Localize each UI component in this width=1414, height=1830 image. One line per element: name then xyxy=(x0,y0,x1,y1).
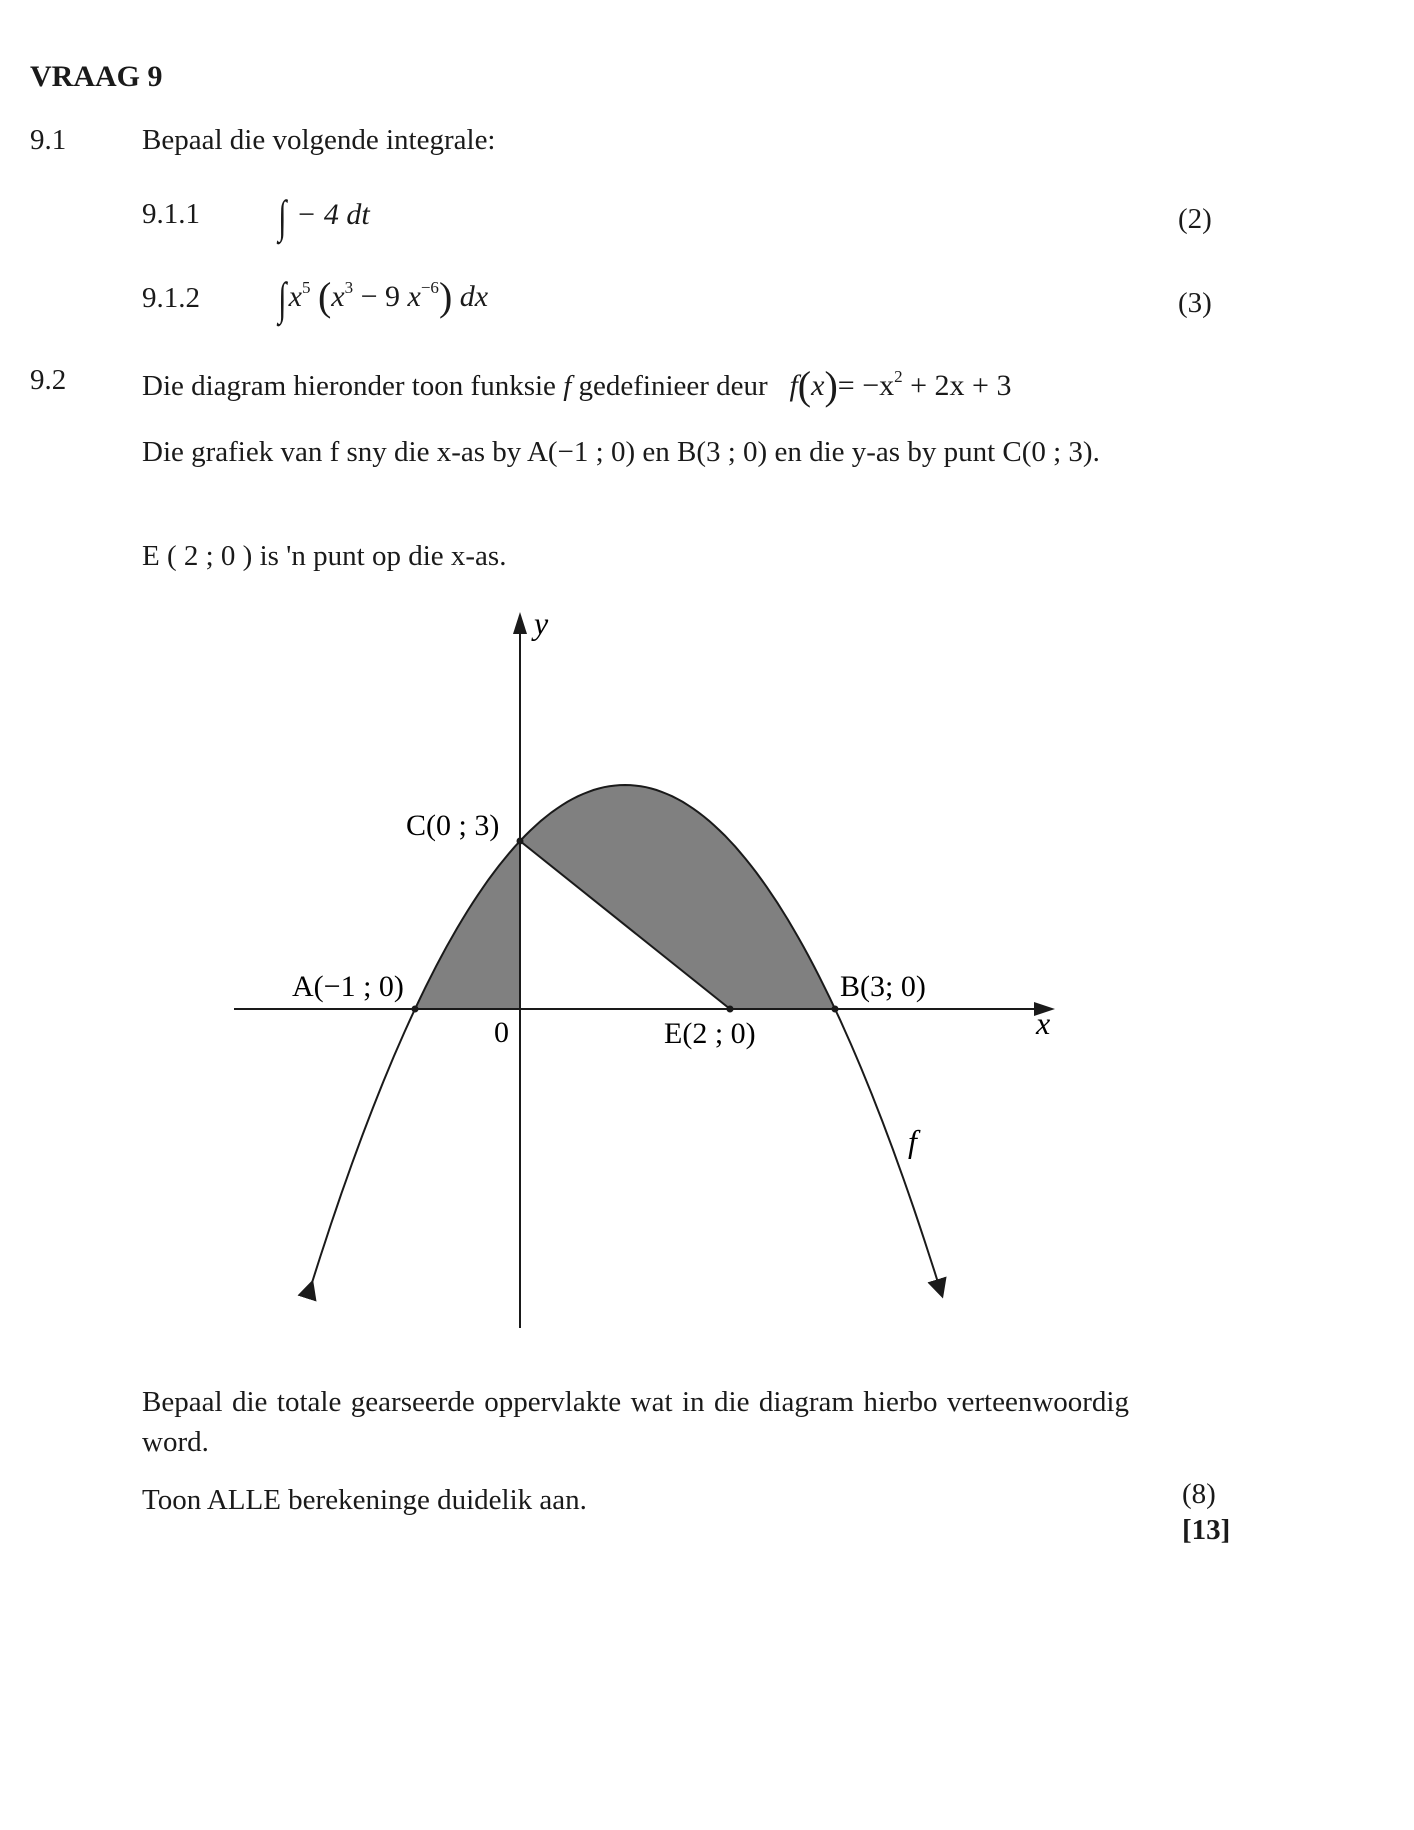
q91-stem: Bepaal die volgende integrale: xyxy=(142,124,496,156)
q911-integral xyxy=(276,190,370,243)
label-f: f xyxy=(908,1123,917,1159)
q92-number: 9.2 xyxy=(30,364,67,396)
q911-marks: (2) xyxy=(1178,203,1212,235)
point-c xyxy=(517,838,524,845)
label-a: A(−1 ; 0) xyxy=(292,970,404,1003)
q92-paragraph-intercepts: Die grafiek van f sny die x-as by A(−1 ; 0) en B(3 ; 0) en die y-as by punt C(0 ; 3). xyxy=(142,436,1100,468)
integral-sign: ∫ xyxy=(278,273,287,324)
y-axis-arrow xyxy=(513,612,527,634)
origin-label: 0 xyxy=(494,1016,509,1049)
shaded-region-left xyxy=(415,841,520,1009)
parabola-graph xyxy=(0,600,1414,1360)
q92-point-e: E ( 2 ; 0 ) is 'n punt op die x-as. xyxy=(142,540,507,572)
q911-number: 9.1.1 xyxy=(142,198,200,230)
q92-instruction: Bepaal die totale gearseerde oppervlakte wat in die diagram hierbo verteenwoordig word. xyxy=(142,1386,1129,1458)
point-b xyxy=(832,1006,839,1013)
q91-number: 9.1 xyxy=(30,124,67,156)
function-definition: $f(x)= -x^2 + 2x + 3$ xyxy=(789,363,1012,408)
q912-marks: (3) xyxy=(1178,287,1212,319)
integral-sign: ∫ xyxy=(278,191,287,242)
q92-line1: Die diagram hieronder toon funksie f gedefinieer deur $f(x)= -x^2 + 2x + 3$ xyxy=(142,363,1012,408)
label-c: C(0 ; 3) xyxy=(406,809,500,842)
y-axis-label: y xyxy=(534,605,549,641)
question-total: [13] xyxy=(1182,1514,1231,1546)
q92-marks: (8) xyxy=(1182,1478,1216,1510)
label-b: B(3; 0) xyxy=(840,970,926,1003)
point-a xyxy=(412,1006,419,1013)
q912-integral: $\int x^5$ ($x^3 - 9$ $x^{-6}$) dx xyxy=(278,273,489,324)
point-e xyxy=(727,1006,734,1013)
question-heading: VRAAG 9 xyxy=(30,60,163,93)
q911-expression: − 4 dt xyxy=(296,198,370,231)
shaded-region-right xyxy=(520,785,835,1009)
x-axis-label: x xyxy=(1036,1005,1051,1041)
q92-show-work: Toon ALLE berekeninge duidelik aan. xyxy=(142,1484,587,1516)
q912-number: 9.1.2 xyxy=(142,282,200,314)
label-e: E(2 ; 0) xyxy=(664,1017,756,1050)
